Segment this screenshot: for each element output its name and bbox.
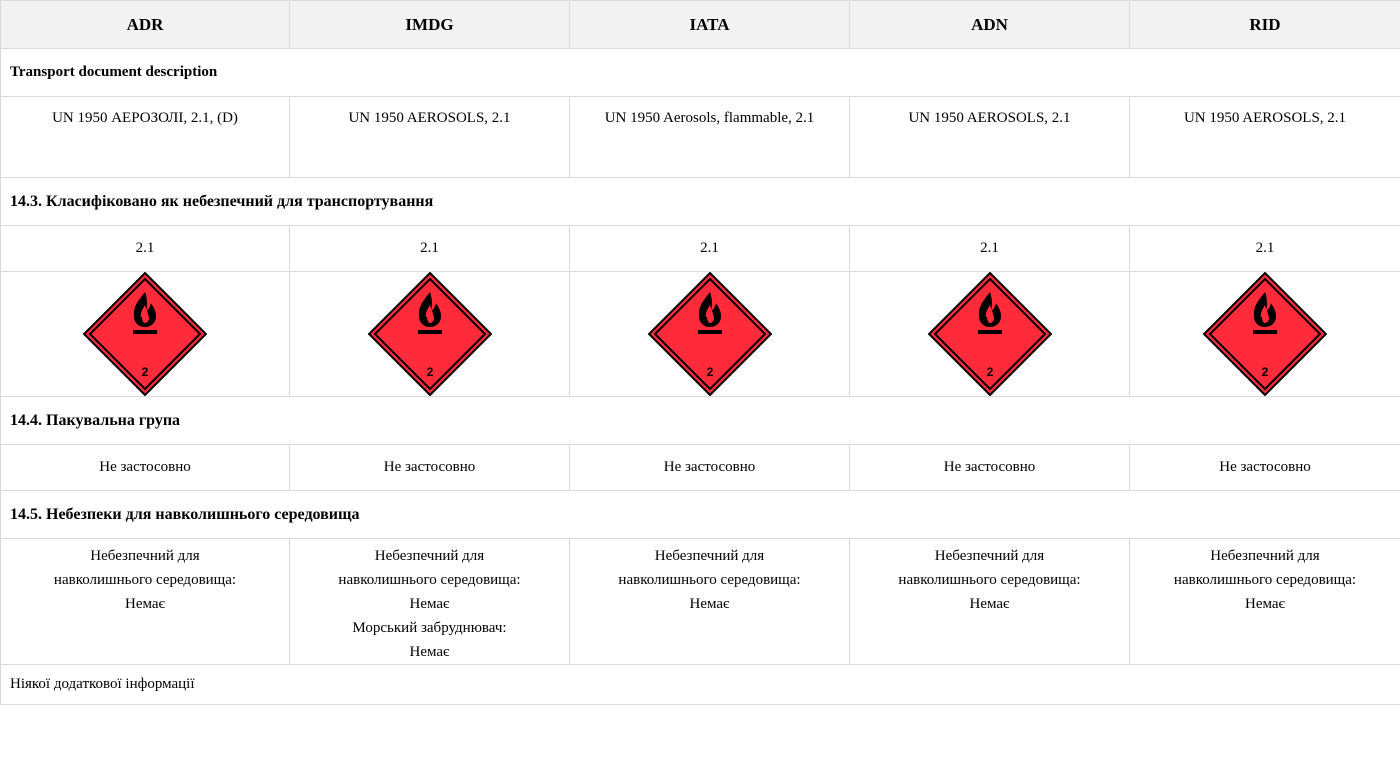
environment-cell-iata (570, 539, 850, 665)
pictogram-class-label: 2 (986, 365, 993, 379)
packing-group-adn: Не застосовно (850, 445, 1130, 491)
transport-document-adn: UN 1950 AEROSOLS, 2.1 (850, 97, 1130, 178)
environment-line: Немає (125, 596, 165, 612)
pictogram-cell (1130, 272, 1400, 397)
column-header-rid: RID (1130, 1, 1400, 49)
flammable-gas-class-2-icon (856, 272, 1123, 396)
environment-line: Морський забруднювач: (352, 620, 507, 636)
transport-document-iata: UN 1950 Aerosols, flammable, 2.1 (570, 97, 850, 178)
environment-row (1, 539, 1400, 665)
transport-document-adr: UN 1950 АЕРОЗОЛІ, 2.1, (D) (1, 97, 290, 178)
pictogram-class-label: 2 (141, 365, 149, 379)
pictogram-cell (290, 272, 570, 397)
packing-group-row (1, 445, 1400, 491)
column-header-adn: ADN (850, 1, 1130, 49)
environment-heading: 14.5. Небезпеки для навколишнього середовища (1, 491, 1400, 539)
column-header-adr: ADR (1, 1, 290, 49)
footer-note-row (1, 665, 1400, 705)
environment-line: Небезпечний для (934, 548, 1045, 564)
environment-line: Немає (969, 596, 1010, 612)
environment-cell-imdg (290, 539, 570, 665)
environment-line: навколишнього середовища: (898, 572, 1081, 588)
flammable-gas-class-2-icon (7, 272, 283, 396)
environment-line: Немає (689, 596, 730, 612)
hazard-class-row (1, 226, 1400, 272)
environment-line: Небезпечний для (654, 548, 765, 564)
column-header-imdg: IMDG (290, 1, 570, 49)
hazard-class-imdg: 2.1 (290, 226, 570, 272)
pictogram-class-label: 2 (426, 365, 433, 379)
section-row (1, 49, 1400, 97)
environment-cell-adr (1, 539, 290, 665)
pictogram-row (1, 272, 1400, 397)
environment-line: Немає (1245, 596, 1285, 612)
packing-group-rid: Не застосовно (1130, 445, 1400, 491)
packing-group-iata: Не застосовно (570, 445, 850, 491)
section-row (1, 491, 1400, 539)
transport-document-heading: Transport document description (1, 49, 1400, 97)
pictogram-class-label: 2 (1261, 365, 1269, 379)
hazard-class-iata: 2.1 (570, 226, 850, 272)
pictogram-class-label: 2 (706, 365, 713, 379)
pictogram-cell (570, 272, 850, 397)
environment-line: Небезпечний для (374, 548, 485, 564)
environment-cell-rid (1130, 539, 1400, 665)
environment-cell-adn (850, 539, 1130, 665)
environment-line: навколишнього середовища: (338, 572, 521, 588)
packing-group-heading: 14.4. Пакувальна група (1, 397, 1400, 445)
section-row (1, 178, 1400, 226)
environment-line: навколишнього середовища: (618, 572, 801, 588)
environment-line: навколишнього середовища: (53, 572, 237, 588)
flammable-gas-class-2-icon (296, 272, 563, 396)
environment-line: Небезпечний для (1210, 548, 1320, 564)
hazard-class-adn: 2.1 (850, 226, 1130, 272)
environment-line: Немає (409, 596, 450, 612)
transport-document-rid: UN 1950 AEROSOLS, 2.1 (1130, 97, 1400, 178)
section-row (1, 397, 1400, 445)
transport-document-imdg: UN 1950 AEROSOLS, 2.1 (290, 97, 570, 178)
header-row (1, 1, 1400, 49)
environment-line: Небезпечний для (90, 548, 200, 564)
pictogram-cell (850, 272, 1130, 397)
column-header-iata: IATA (570, 1, 850, 49)
packing-group-adr: Не застосовно (1, 445, 290, 491)
footer-note: Ніякої додаткової інформації (1, 665, 1400, 705)
transport-document-row (1, 97, 1400, 178)
classification-heading: 14.3. Класифіковано як небезпечний для транспортування (1, 178, 1400, 226)
environment-line: Немає (409, 644, 450, 660)
flammable-gas-class-2-icon (1136, 272, 1394, 396)
hazard-class-adr: 2.1 (1, 226, 290, 272)
pictogram-cell (1, 272, 290, 397)
flammable-gas-class-2-icon (576, 272, 843, 396)
environment-line: навколишнього середовища: (1173, 572, 1357, 588)
packing-group-imdg: Не застосовно (290, 445, 570, 491)
hazard-class-rid: 2.1 (1130, 226, 1400, 272)
